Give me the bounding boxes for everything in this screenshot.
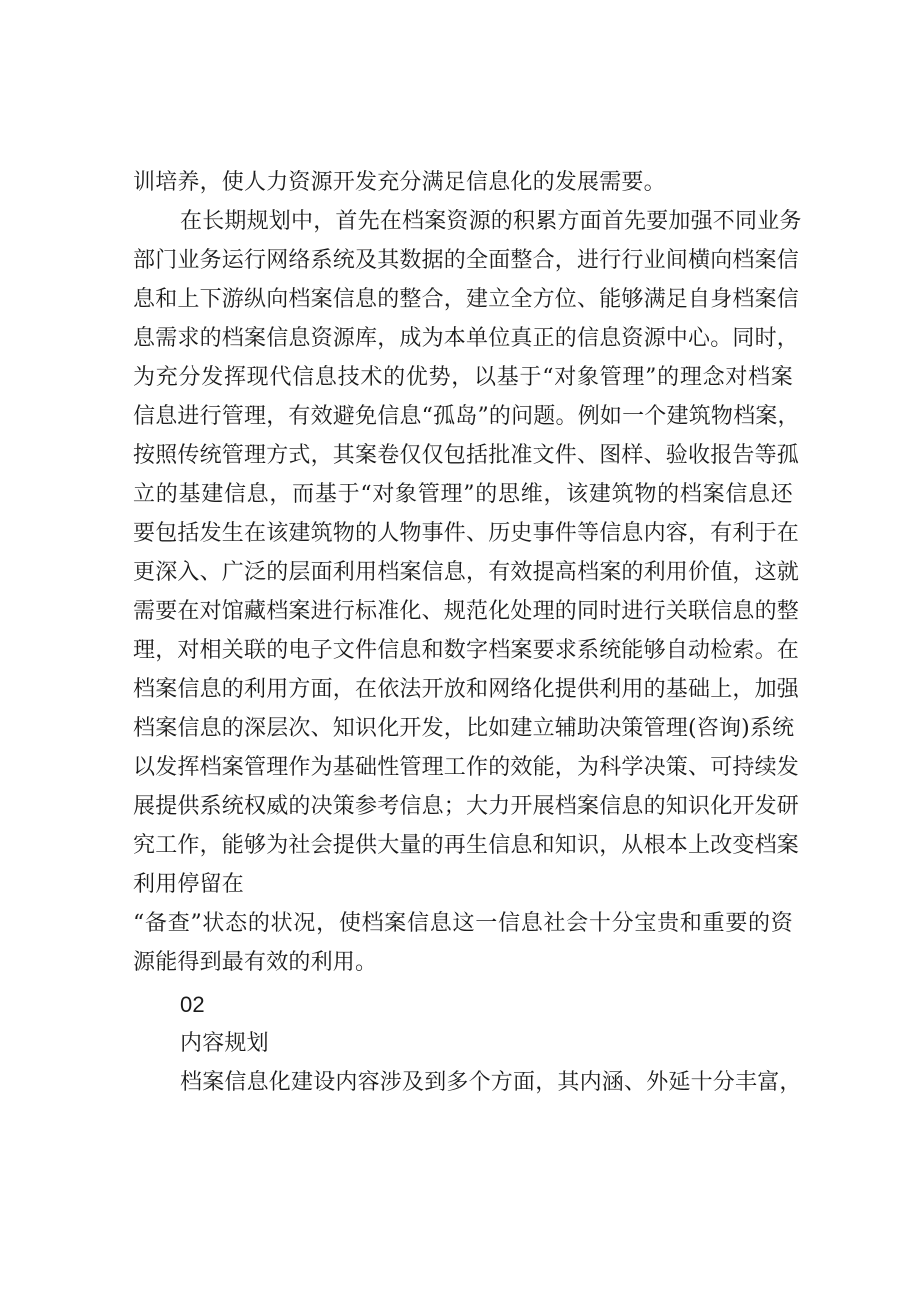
text-line: 部门业务运行网络系统及其数据的全面整合，进行行业间横向档案信 [133,248,800,273]
paragraph-first-line: 在长期规划中，首先在档案资源的积累方面首先要加强不同业务 [180,209,802,234]
text-line: “备查”状态的状况，使档案信息这一信息社会十分宝贵和重要的资 [133,911,793,936]
text-line: 究工作，能够为社会提供大量的再生信息和知识，从根本上改变档案 [133,833,800,858]
text-line: 档案信息的利用方面，在依法开放和网络化提供利用的基础上，加强 [133,677,800,702]
text-line: 训培养，使人力资源开发充分满足信息化的发展需要。 [133,170,666,195]
section-heading: 内容规划 [180,1031,269,1056]
text-line: 利用停留在 [133,872,245,897]
text-line: 按照传统管理方式，其案卷仅仅包括批准文件、图样、验收报告等孤 [133,443,800,468]
text-line: 档案信息的深层次、知识化开发，比如建立辅助决策管理(咨询)系统 [133,716,795,741]
text-line: 息需求的档案信息资源库，成为本单位真正的信息资源中心。同时， [133,326,800,351]
text-line: 展提供系统权威的决策参考信息；大力开展档案信息的知识化开发研 [133,794,800,819]
section-number: 02 [180,992,205,1017]
paragraph-first-line: 档案信息化建设内容涉及到多个方面，其内涵、外延十分丰富， [180,1070,802,1095]
text-line: 理，对相关联的电子文件信息和数字档案要求系统能够自动检索。在 [133,638,800,663]
text-line: 需要在对馆藏档案进行标准化、规范化处理的同时进行关联信息的整 [133,599,800,624]
text-line: 以发挥档案管理作为基础性管理工作的效能，为科学决策、可持续发 [133,755,800,780]
text-line: 要包括发生在该建筑物的人物事件、历史事件等信息内容，有利于在 [133,521,800,546]
text-line: 源能得到最有效的利用。 [133,950,378,975]
text-line: 信息进行管理，有效避免信息“孤岛”的问题。例如一个建筑物档案， [133,404,800,429]
text-line: 更深入、广泛的层面利用档案信息，有效提高档案的利用价值，这就 [133,560,800,585]
text-line: 为充分发挥现代信息技术的优势，以基于“对象管理”的理念对档案 [133,365,793,390]
text-line: 息和上下游纵向档案信息的整合，建立全方位、能够满足自身档案信 [133,287,800,312]
text-line: 立的基建信息，而基于“对象管理”的思维，该建筑物的档案信息还 [133,482,793,507]
